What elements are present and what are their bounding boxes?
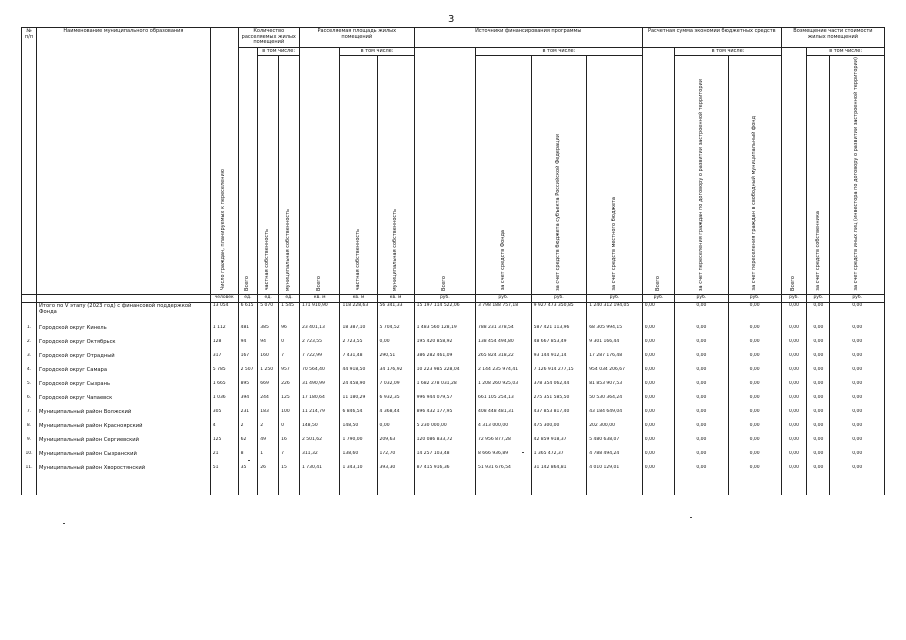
row-value: 0,00 bbox=[830, 339, 885, 353]
row-value: 0,00 bbox=[781, 465, 806, 479]
header-reimb-total: Всего bbox=[781, 47, 806, 295]
units-row bbox=[22, 295, 885, 303]
row-value: 0,00 bbox=[807, 353, 830, 367]
row-value: 378 354 062,44 bbox=[531, 381, 587, 395]
units-blank bbox=[22, 295, 37, 303]
row-number: 11. bbox=[22, 465, 37, 479]
total-value: 5 070 bbox=[258, 303, 279, 326]
row-value: 7 032,09 bbox=[377, 381, 414, 395]
header-count-private: частная собственность bbox=[258, 56, 279, 295]
row-value: 0,00 bbox=[781, 353, 806, 367]
row-value: 1 036 bbox=[210, 395, 238, 409]
row-value: 0,00 bbox=[807, 423, 830, 437]
row-value: 385 bbox=[258, 325, 279, 339]
row-value: 0,00 bbox=[781, 437, 806, 451]
row-value: 0,00 bbox=[728, 395, 781, 409]
total-no bbox=[22, 303, 37, 326]
unit-cell: руб. bbox=[531, 295, 587, 303]
row-value: 0,00 bbox=[675, 339, 728, 353]
row-value: 87 415 916,36 bbox=[414, 465, 475, 479]
header-area-incl: в том числе: bbox=[340, 47, 414, 56]
row-value: 0,00 bbox=[675, 465, 728, 479]
row-value: 148,50 bbox=[340, 423, 377, 437]
row-value: 125 bbox=[210, 437, 238, 451]
row-value: 0,00 bbox=[642, 381, 674, 395]
row-value: 669 bbox=[258, 381, 279, 395]
row-value: 93 144 912,14 bbox=[531, 353, 587, 367]
row-value: 275 351 585,50 bbox=[531, 395, 587, 409]
municipality-name: Городской округ Кинель bbox=[37, 325, 211, 339]
total-value: 171 910,90 bbox=[299, 303, 340, 326]
row-value: 437 853 817,40 bbox=[531, 409, 587, 423]
row-value: 0,00 bbox=[728, 437, 781, 451]
total-value: 0,00 bbox=[807, 303, 830, 326]
header-area-group: Расселяемая площадь жилых помещений bbox=[299, 28, 414, 48]
row-value: 0 bbox=[279, 423, 300, 437]
table-row bbox=[22, 339, 885, 353]
row-value: 72 956 877,28 bbox=[476, 437, 532, 451]
row-value: 231 bbox=[238, 409, 258, 423]
row-value: 183 bbox=[258, 409, 279, 423]
unit-cell: руб. bbox=[642, 295, 674, 303]
row-value: 408 448 481,31 bbox=[476, 409, 532, 423]
table-row bbox=[22, 465, 885, 479]
total-value: 0,00 bbox=[830, 303, 885, 326]
row-value: 172,70 bbox=[377, 451, 414, 465]
header-area-total: Всего bbox=[299, 47, 340, 295]
row-value: 1 730,41 bbox=[299, 465, 340, 479]
row-value: 0,00 bbox=[377, 423, 414, 437]
row-value: 896 432 177,95 bbox=[414, 409, 475, 423]
header-calc-group: Расчетная сумма экономии бюджетных средств bbox=[642, 28, 781, 48]
row-value: 128 bbox=[210, 339, 238, 353]
row-value: 6 932,35 bbox=[377, 395, 414, 409]
row-value: 661 105 254,13 bbox=[476, 395, 532, 409]
row-value: 4 313 000,00 bbox=[476, 423, 532, 437]
row-value: 4 bbox=[210, 423, 238, 437]
row-value: 0,00 bbox=[642, 395, 674, 409]
total-value: 0,00 bbox=[675, 303, 728, 326]
row-value: 51 bbox=[210, 465, 238, 479]
header-count-group: Количество расселяемых жилых помещений bbox=[238, 28, 299, 48]
total-value: 15 197 114 522,06 bbox=[414, 303, 475, 326]
header-count-total: Всего bbox=[238, 47, 258, 295]
row-value: 21 bbox=[210, 451, 238, 465]
unit-cell: руб. bbox=[728, 295, 781, 303]
row-value: 1 682 278 031,28 bbox=[414, 381, 475, 395]
row-value: 0,00 bbox=[830, 381, 885, 395]
row-value: 0,00 bbox=[728, 339, 781, 353]
row-value: 290,51 bbox=[377, 353, 414, 367]
row-value: 0,00 bbox=[728, 423, 781, 437]
unit-cell: руб. bbox=[807, 295, 830, 303]
unit-cell: руб. bbox=[830, 295, 885, 303]
row-value: 0,00 bbox=[830, 367, 885, 381]
row-number: 8. bbox=[22, 423, 37, 437]
row-value: 0,00 bbox=[781, 409, 806, 423]
unit-cell: ед. bbox=[258, 295, 279, 303]
row-value: 394 bbox=[238, 395, 258, 409]
row-value: 0,00 bbox=[781, 381, 806, 395]
row-value: 1 112 bbox=[210, 325, 238, 339]
row-value: 1 208 260 925,03 bbox=[476, 381, 532, 395]
total-value: 6 615 bbox=[238, 303, 258, 326]
header-no: № п/п bbox=[22, 28, 37, 295]
row-value: 0,00 bbox=[377, 339, 414, 353]
municipality-name: Муниципальный район Сызранский bbox=[37, 451, 211, 465]
total-value: 0,00 bbox=[728, 303, 781, 326]
row-value: 0,00 bbox=[781, 423, 806, 437]
unit-cell: кв. м bbox=[340, 295, 377, 303]
row-value: 0,00 bbox=[642, 339, 674, 353]
row-value: 0,00 bbox=[728, 325, 781, 339]
row-value: 0,00 bbox=[728, 451, 781, 465]
header-funds-total: Всего bbox=[414, 47, 475, 295]
row-value: 7 126 914 277,15 bbox=[531, 367, 587, 381]
row-value: 0,00 bbox=[807, 395, 830, 409]
total-value: 0,00 bbox=[642, 303, 674, 326]
header-reimb-a: за счет средств собственника bbox=[807, 56, 830, 295]
header-reimb-group: Возмещение части стоимости жилых помещений bbox=[781, 28, 884, 48]
row-value: 43 184 649,04 bbox=[587, 409, 643, 423]
total-row bbox=[22, 303, 885, 326]
row-value: 481 bbox=[238, 325, 258, 339]
row-value: 0,00 bbox=[830, 465, 885, 479]
total-value: 0,00 bbox=[781, 303, 806, 326]
row-value: 100 bbox=[279, 409, 300, 423]
total-value: 1 240 312 194,05 bbox=[587, 303, 643, 326]
total-value: 56 341,33 bbox=[377, 303, 414, 326]
row-value: 244 bbox=[258, 395, 279, 409]
row-value: 1 250 bbox=[258, 367, 279, 381]
header-citizens: Число граждан, планируемых к переселению bbox=[210, 28, 238, 295]
row-value: 0,00 bbox=[675, 437, 728, 451]
row-value: 0,00 bbox=[807, 367, 830, 381]
municipality-name: Городской округ Самара bbox=[37, 367, 211, 381]
row-value: 0,00 bbox=[675, 409, 728, 423]
table-row bbox=[22, 423, 885, 437]
header-reimb-b: за счет средств иных лиц (инвестора по договору о развитии застроенной территории) bbox=[830, 56, 885, 295]
unit-cell: человек bbox=[210, 295, 238, 303]
total-value: 1 545 bbox=[279, 303, 300, 326]
header-funds-incl: в том числе: bbox=[476, 47, 643, 56]
row-value: 2 bbox=[238, 423, 258, 437]
row-value: 15 bbox=[279, 465, 300, 479]
row-value: 1 665 bbox=[210, 381, 238, 395]
row-value: 265 824 318,22 bbox=[476, 353, 532, 367]
unit-cell: руб. bbox=[414, 295, 475, 303]
page-number: 3 bbox=[448, 14, 455, 25]
row-value: 0,00 bbox=[642, 423, 674, 437]
row-number: 9. bbox=[22, 437, 37, 451]
row-value: 48 667 853,49 bbox=[531, 339, 587, 353]
row-value: 0,00 bbox=[642, 409, 674, 423]
row-value: 31 490,99 bbox=[299, 381, 340, 395]
header-reimb-incl: в том числе: bbox=[807, 47, 885, 56]
table-row bbox=[22, 409, 885, 423]
row-value: 1 790,00 bbox=[340, 437, 377, 451]
row-value: 2 507 bbox=[238, 367, 258, 381]
row-value: 34 176,92 bbox=[377, 367, 414, 381]
row-value: 0,00 bbox=[807, 437, 830, 451]
table-row bbox=[22, 367, 885, 381]
row-value: 0,00 bbox=[807, 325, 830, 339]
municipality-name: Муниципальный район Хворостянский bbox=[37, 465, 211, 479]
header-area-municipal: муниципальная собственность bbox=[377, 56, 414, 295]
row-value: 2 bbox=[258, 423, 279, 437]
row-number: 2. bbox=[22, 339, 37, 353]
row-value: 160 bbox=[258, 353, 279, 367]
header-count-municipal: муниципальная собственность bbox=[279, 56, 300, 295]
unit-cell: руб. bbox=[781, 295, 806, 303]
row-value: 0,00 bbox=[642, 367, 674, 381]
row-value: 0,00 bbox=[728, 465, 781, 479]
municipality-name: Городской округ Октябрьск bbox=[37, 339, 211, 353]
row-number: 5. bbox=[22, 381, 37, 395]
row-value: 2 723,55 bbox=[299, 339, 340, 353]
row-number: 4. bbox=[22, 367, 37, 381]
row-value: 226 bbox=[279, 381, 300, 395]
unit-cell: ед. bbox=[238, 295, 258, 303]
table-row bbox=[22, 437, 885, 451]
row-value: 0,00 bbox=[728, 353, 781, 367]
total-value: 9 927 473 350,85 bbox=[531, 303, 587, 326]
row-value: 5 480 638,07 bbox=[587, 437, 643, 451]
row-value: 6 846,54 bbox=[340, 409, 377, 423]
table-row bbox=[22, 451, 885, 465]
unit-cell: руб. bbox=[476, 295, 532, 303]
table-row bbox=[22, 325, 885, 339]
row-value: 14 257 103,48 bbox=[414, 451, 475, 465]
municipality-rows bbox=[22, 325, 885, 479]
row-value: 16 bbox=[279, 437, 300, 451]
row-value: 0,00 bbox=[675, 325, 728, 339]
row-value: 7 bbox=[279, 451, 300, 465]
row-value: 50 530 364,24 bbox=[587, 395, 643, 409]
row-value: 2 144 235 974,41 bbox=[476, 367, 532, 381]
row-number: 6. bbox=[22, 395, 37, 409]
row-value: 17 180,64 bbox=[299, 395, 340, 409]
row-value: 10 223 985 228,04 bbox=[414, 367, 475, 381]
table-row bbox=[22, 381, 885, 395]
unit-cell: ед. bbox=[279, 295, 300, 303]
municipality-name: Городской округ Сызрань bbox=[37, 381, 211, 395]
unit-cell: кв. м bbox=[299, 295, 340, 303]
row-value: 1 483 560 128,19 bbox=[414, 325, 475, 339]
row-value: 0,00 bbox=[781, 339, 806, 353]
row-value: 209,63 bbox=[377, 437, 414, 451]
row-value: 96 bbox=[279, 325, 300, 339]
municipality-name: Муниципальный район Красноярский bbox=[37, 423, 211, 437]
header-row-1 bbox=[22, 28, 885, 48]
row-value: 0,00 bbox=[675, 367, 728, 381]
row-value: 94 bbox=[238, 339, 258, 353]
row-value: 0,00 bbox=[781, 395, 806, 409]
unit-cell: руб. bbox=[675, 295, 728, 303]
header-funds-subject: за счет средств бюджета субъекта Российской Федерации bbox=[531, 56, 587, 295]
row-value: 788 231 378,54 bbox=[476, 325, 532, 339]
row-value: 167 bbox=[238, 353, 258, 367]
total-label: Итого по V этапу (2023 год) с финансовой поддержкой Фонда bbox=[37, 303, 211, 326]
row-value: 195 420 858,92 bbox=[414, 339, 475, 353]
row-value: 4 010 129,01 bbox=[587, 465, 643, 479]
header-funds-fund: за счет средств Фонда bbox=[476, 56, 532, 295]
row-value: 0,00 bbox=[830, 451, 885, 465]
row-number: 10. bbox=[22, 451, 37, 465]
row-value: 0,00 bbox=[728, 367, 781, 381]
row-value: 0,00 bbox=[675, 353, 728, 367]
unit-cell: руб. bbox=[587, 295, 643, 303]
row-value: 0,00 bbox=[675, 423, 728, 437]
row-value: 5 704,52 bbox=[377, 325, 414, 339]
row-value: 35 bbox=[238, 465, 258, 479]
row-value: 4 368,44 bbox=[377, 409, 414, 423]
row-value: 7 431,48 bbox=[340, 353, 377, 367]
row-value: 475 300,00 bbox=[531, 423, 587, 437]
row-value: 0,00 bbox=[642, 437, 674, 451]
row-value: 0,00 bbox=[807, 465, 830, 479]
row-value: 0,00 bbox=[728, 409, 781, 423]
row-value: 0 bbox=[279, 339, 300, 353]
header-calc-incl: в том числе: bbox=[675, 47, 782, 56]
row-value: 957 bbox=[279, 367, 300, 381]
row-value: 1 bbox=[258, 451, 279, 465]
row-value: 0,00 bbox=[830, 395, 885, 409]
header-calc-a: за счет переселения граждан по договору о развитии застроенной территории bbox=[675, 56, 728, 295]
row-value: 0,00 bbox=[830, 437, 885, 451]
municipality-name: Муниципальный район Сергиевский bbox=[37, 437, 211, 451]
row-value: 393,30 bbox=[377, 465, 414, 479]
row-value: 1 343,10 bbox=[340, 465, 377, 479]
row-value: 51 931 676,54 bbox=[476, 465, 532, 479]
header-area-private: частная собственность bbox=[340, 56, 377, 295]
row-value: 0,00 bbox=[807, 409, 830, 423]
resettlement-table bbox=[21, 27, 885, 495]
row-value: 17 287 176,48 bbox=[587, 353, 643, 367]
row-value: 31 142 864,81 bbox=[531, 465, 587, 479]
row-value: 0,00 bbox=[642, 325, 674, 339]
row-value: 0,00 bbox=[830, 423, 885, 437]
row-value: 62 bbox=[238, 437, 258, 451]
row-value: 5 785 bbox=[210, 367, 238, 381]
row-value: 0,00 bbox=[807, 381, 830, 395]
total-value: 13 054 bbox=[210, 303, 238, 326]
row-value: 23 401,13 bbox=[299, 325, 340, 339]
row-value: 26 bbox=[258, 465, 279, 479]
row-value: 0,00 bbox=[830, 409, 885, 423]
row-value: 317 bbox=[210, 353, 238, 367]
row-value: 0,00 bbox=[675, 381, 728, 395]
row-value: 954 034 206,67 bbox=[587, 367, 643, 381]
row-value: 138,60 bbox=[340, 451, 377, 465]
header-count-incl: в том числе: bbox=[258, 47, 300, 56]
row-value: 0,00 bbox=[807, 451, 830, 465]
row-value: 0,00 bbox=[675, 395, 728, 409]
table-row bbox=[22, 395, 885, 409]
units-blank bbox=[37, 295, 211, 303]
row-value: 4 788 494,24 bbox=[587, 451, 643, 465]
row-value: 138 454 494,80 bbox=[476, 339, 532, 353]
row-value: 8 666 936,89 bbox=[476, 451, 532, 465]
table-bottom bbox=[22, 479, 885, 495]
row-value: 2 501,62 bbox=[299, 437, 340, 451]
row-value: 49 bbox=[258, 437, 279, 451]
row-value: 0,00 bbox=[675, 451, 728, 465]
municipality-name: Муниципальный район Волжский bbox=[37, 409, 211, 423]
header-calc-b: за счет переселения граждан в свободный муниципальный фонд bbox=[728, 56, 781, 295]
row-value: 895 bbox=[238, 381, 258, 395]
row-value: 587 421 113,96 bbox=[531, 325, 587, 339]
row-value: 0,00 bbox=[781, 367, 806, 381]
unit-cell: кв. м bbox=[377, 295, 414, 303]
row-value: 8 bbox=[238, 451, 258, 465]
row-value: 81 853 907,53 bbox=[587, 381, 643, 395]
header-funds-group: Источники финансирования программы bbox=[414, 28, 642, 48]
row-value: 5 230 000,00 bbox=[414, 423, 475, 437]
header-name: Наименование муниципального образования bbox=[37, 28, 211, 295]
row-value: 0,00 bbox=[830, 353, 885, 367]
row-value: 7 bbox=[279, 353, 300, 367]
row-value: 0,00 bbox=[830, 325, 885, 339]
row-value: 44 918,50 bbox=[340, 367, 377, 381]
row-value: 125 bbox=[279, 395, 300, 409]
row-number: 7. bbox=[22, 409, 37, 423]
row-value: 0,00 bbox=[807, 339, 830, 353]
row-value: 0,00 bbox=[642, 451, 674, 465]
row-value: 0,00 bbox=[642, 465, 674, 479]
row-value: 0,00 bbox=[781, 451, 806, 465]
row-value: 2 723,55 bbox=[340, 339, 377, 353]
total-value: 118 228,63 bbox=[340, 303, 377, 326]
row-value: 11 180,29 bbox=[340, 395, 377, 409]
total-value: 3 798 188 757,18 bbox=[476, 303, 532, 326]
row-value: 24 458,90 bbox=[340, 381, 377, 395]
header-funds-local: за счет средств местного бюджета bbox=[587, 56, 643, 295]
municipality-name: Городской округ Чапаевск bbox=[37, 395, 211, 409]
row-value: 9 301 166,44 bbox=[587, 339, 643, 353]
row-value: 305 bbox=[210, 409, 238, 423]
row-value: 148,50 bbox=[299, 423, 340, 437]
row-value: 311,32 bbox=[299, 451, 340, 465]
row-value: 18 387,10 bbox=[340, 325, 377, 339]
header-calc-total: Всего bbox=[642, 47, 674, 295]
row-value: 7 722,99 bbox=[299, 353, 340, 367]
row-value: 11 214,79 bbox=[299, 409, 340, 423]
row-value: 386 282 461,09 bbox=[414, 353, 475, 367]
row-value: 70 564,40 bbox=[299, 367, 340, 381]
row-value: 0,00 bbox=[781, 325, 806, 339]
row-value: 120 086 833,72 bbox=[414, 437, 475, 451]
row-value: 68 305 994,15 bbox=[587, 325, 643, 339]
row-number: 3. bbox=[22, 353, 37, 367]
row-number: 1. bbox=[22, 325, 37, 339]
municipality-name: Городской округ Отрадный bbox=[37, 353, 211, 367]
row-value: 42 859 918,37 bbox=[531, 437, 587, 451]
row-value: 996 944 079,57 bbox=[414, 395, 475, 409]
row-value: 202 300,00 bbox=[587, 423, 643, 437]
row-value: 0,00 bbox=[728, 381, 781, 395]
table-row bbox=[22, 353, 885, 367]
row-value: 1 365 472,37 bbox=[531, 451, 587, 465]
row-value: 94 bbox=[258, 339, 279, 353]
row-value: 0,00 bbox=[642, 353, 674, 367]
